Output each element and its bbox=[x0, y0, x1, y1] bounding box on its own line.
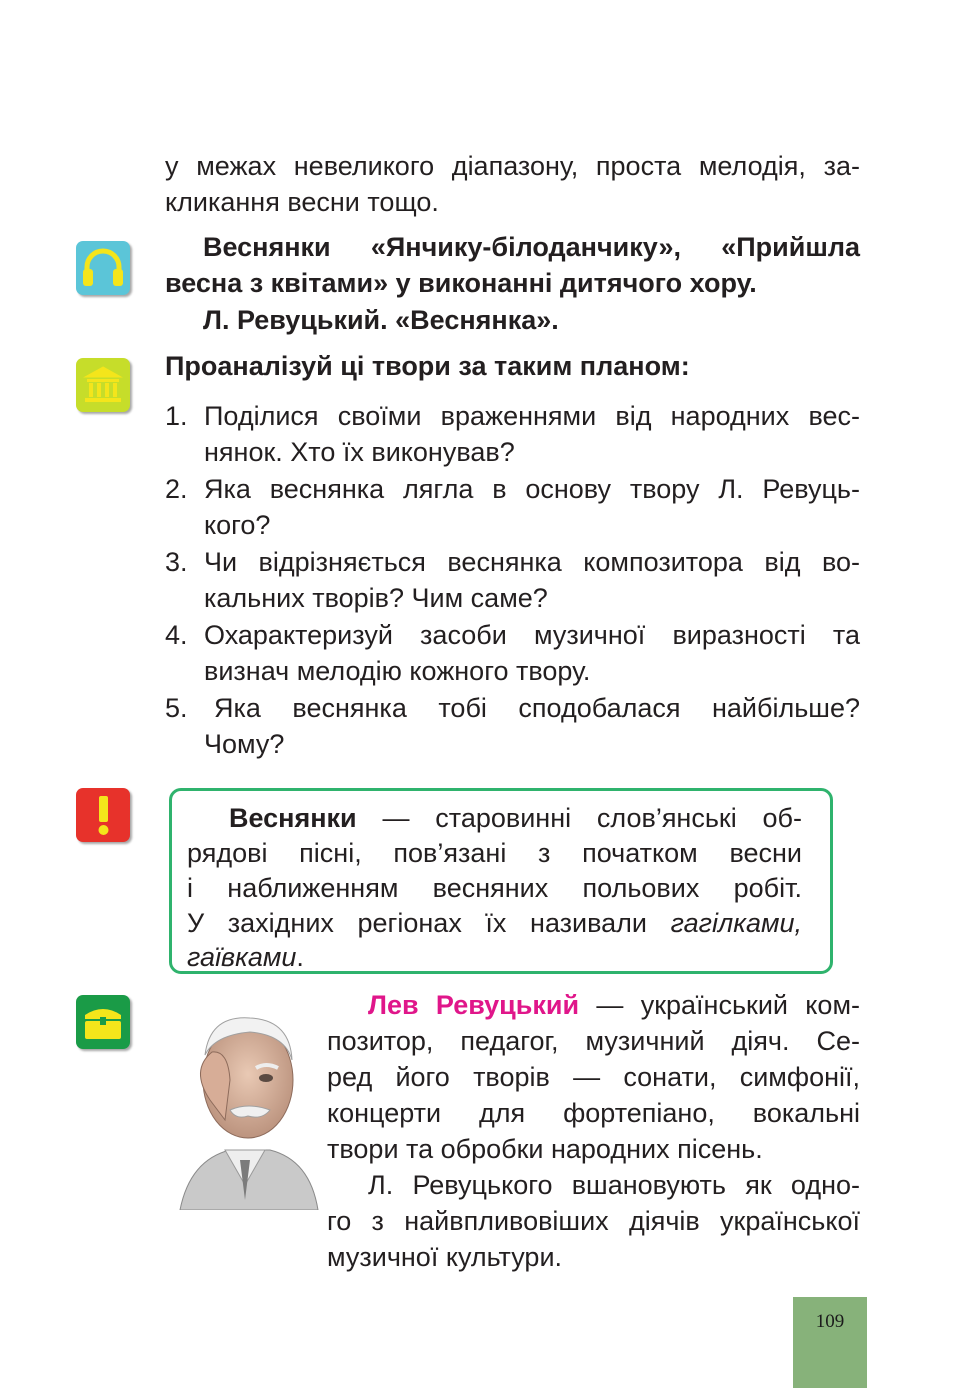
bio-name: Лев Ревуцький bbox=[368, 990, 580, 1020]
definition-term: Веснянки bbox=[229, 803, 357, 833]
analysis-heading: Проаналізуй ці твори за таким планом: bbox=[165, 351, 690, 381]
page-number: 109 bbox=[793, 1297, 867, 1388]
definition-italic: гаївками bbox=[187, 942, 297, 972]
definition-line-1 bbox=[187, 800, 802, 836]
headphones-icon bbox=[76, 241, 130, 295]
bio-line-2: позитор, педагог, музичний діяч. Се- bbox=[327, 1026, 860, 1056]
list-line: визнач мелодію кожного твору. bbox=[204, 656, 591, 686]
list-line: Поділися своїми враженнями від народних вес- bbox=[204, 401, 860, 431]
definition-italic: гагілками, bbox=[670, 908, 802, 938]
bio-line-1 bbox=[327, 987, 860, 1023]
list-line: кальних творів? Чим саме? bbox=[204, 583, 548, 613]
definition-line-5 bbox=[187, 939, 802, 975]
portrait-image bbox=[170, 1010, 320, 1210]
bio-line-7: го з найвпливовіших діячів української bbox=[327, 1206, 860, 1236]
bio-line-6: Л. Ревуцького вшановують як одно- bbox=[368, 1170, 860, 1200]
listen-line-2: весна з квітами» у виконанні дитячого хору. bbox=[165, 268, 757, 298]
list-number: 2. bbox=[165, 474, 188, 504]
chest-icon bbox=[76, 995, 130, 1049]
listen-line-3: Л. Ревуцький. «Веснянка». bbox=[203, 305, 559, 335]
definition-text: У західних регіонах їх називали bbox=[187, 908, 671, 938]
list-line: Чому? bbox=[204, 729, 285, 759]
listen-line-1: Веснянки «Янчику-білоданчику», «Прийшла bbox=[203, 232, 860, 262]
intro-line-1: у межах невеликого діапазону, проста мелодія, за- bbox=[165, 151, 860, 181]
definition-line-4 bbox=[187, 905, 802, 941]
list-line: Чи відрізняється веснянка композитора від во- bbox=[204, 547, 860, 577]
list-line: нянок. Хто їх виконував? bbox=[204, 437, 515, 467]
list-line: Яка веснянка лягла в основу твору Л. Ревуць- bbox=[204, 474, 860, 504]
museum-icon bbox=[76, 358, 130, 412]
bio-line-4: концерти для фортепіано, вокальні bbox=[327, 1098, 860, 1128]
definition-text: . bbox=[296, 942, 304, 972]
definition-line-2: рядові пісні, пов’язані з початком весни bbox=[187, 838, 802, 868]
list-line: Охарактеризуй засоби музичної виразності та bbox=[204, 620, 860, 650]
list-number: 1. bbox=[165, 401, 188, 431]
list-number: 3. bbox=[165, 547, 188, 577]
intro-line-2: кликання весни тощо. bbox=[165, 187, 439, 217]
list-line: Яка веснянка тобі сподобалася найбільше? bbox=[214, 693, 860, 723]
bio-line-8: музичної культури. bbox=[327, 1242, 563, 1272]
definition-line-3: і наближенням весняних польових робіт. bbox=[187, 873, 802, 903]
list-line: кого? bbox=[204, 510, 271, 540]
bio-line-5: твори та обробки народних пісень. bbox=[327, 1134, 763, 1164]
bio-line-3: ред його творів — сонати, симфонії, bbox=[327, 1062, 860, 1092]
exclamation-icon bbox=[76, 788, 130, 842]
definition-box bbox=[169, 788, 833, 974]
list-number: 5. bbox=[165, 693, 188, 723]
bio-text: — український ком- bbox=[579, 990, 860, 1020]
list-number: 4. bbox=[165, 620, 188, 650]
definition-text: — старовинні слов’янські об- bbox=[356, 803, 802, 833]
